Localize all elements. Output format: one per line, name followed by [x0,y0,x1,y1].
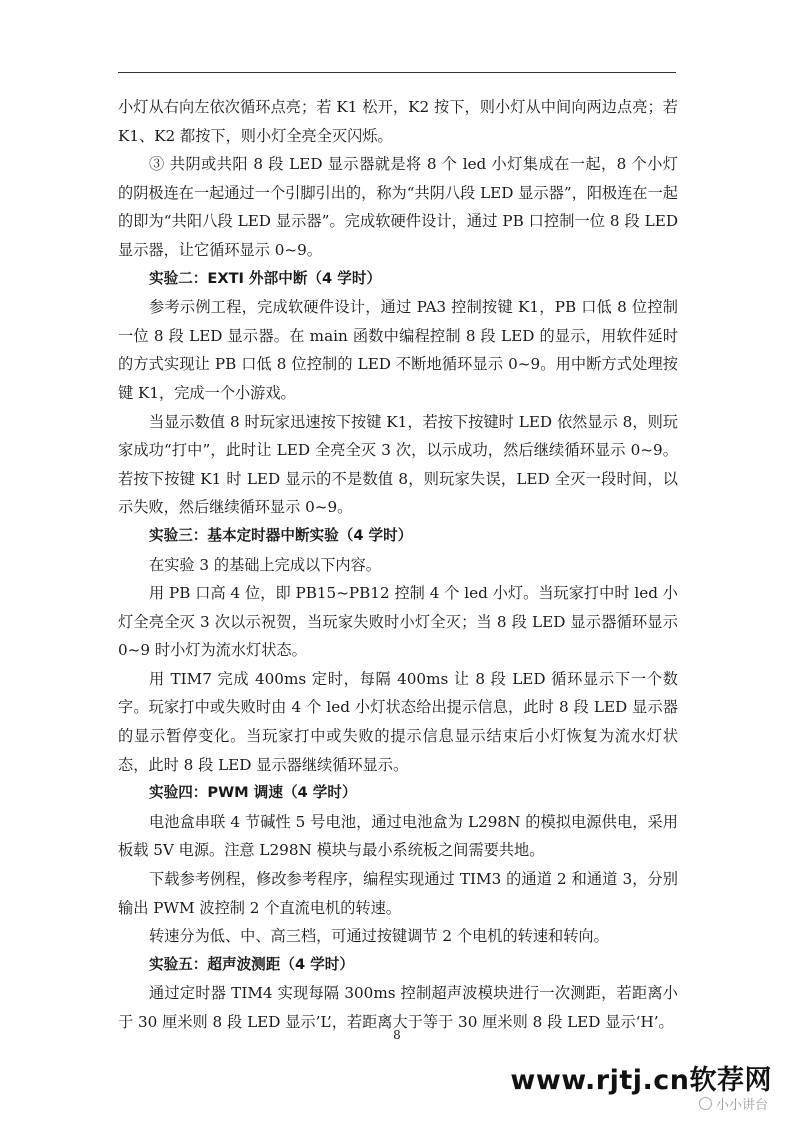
section-heading: 实验四：PWM 调速（4 学时） [149,784,357,802]
section-heading: 实验三：基本定时器中断实验（4 学时） [149,526,413,544]
paragraph: 转速分为低、中、高三档，可通过按键调节 2 个电机的转速和转向。 [149,927,609,946]
corner-watermark-text: 小小讲台 [715,1098,768,1113]
paragraph: 用 PB 口高 4 位，即 PB15~PB12 控制 4 个 led 小灯。当玩家打中时 led 小灯全亮全灭 3 次以示祝贺，当玩家失败时小灯全灭；当 8 段 LED 显示器循环显示 0~9 时小灯为流水灯状态。 [118,584,678,660]
document-body [118,93,678,1037]
paragraph: 当显示数值 8 时玩家迅速按下按键 K1，若按下按键时 LED 依然显示 8，则玩家成功“打中”，此时让 LED 全亮全灭 3 次，以示成功，然后继续循环显示 0~9。若按下按键 K1 时 LED 显示的不是数值 8，则玩家失误，LED 全灭一段时间，以示失败，然后继续循环显示 0~9。 [118,412,678,517]
corner-watermark [699,1094,768,1113]
page-number: 8 [393,1028,401,1042]
site-watermark: www.rjtj.cn软荐网 [510,1065,772,1096]
paragraph: 用 TIM7 完成 400ms 定时，每隔 400ms 让 8 段 LED 循环显示下一个数字。玩家打中或失败时由 4 个 led 小灯状态给出提示信息，此时 8 段 LED 显示器的显示暂停变化。当玩家打中或失败的提示信息显示结束后小灯恢复为流水灯状态，此时 8 段 LED 显示器继续循环显示。 [118,669,678,774]
section-heading: 实验五：超声波测距（4 学时） [149,955,354,973]
paragraph: 通过定时器 TIM4 实现每隔 300ms 控制超声波模块进行一次测距，若距离小于 30 厘米则 8 段 LED 显示’L’，若距离大于等于 30 厘米则 8 段 LED 显示‘H’。 [118,984,678,1031]
paragraph: 小灯从右向左依次循环点亮；若 K1 松开，K2 按下，则小灯从中间向两边点亮；若 K1、K2 都按下，则小灯全亮全灭闪烁。 [118,98,678,145]
paragraph: 在实验 3 的基础上完成以下内容。 [149,555,381,574]
paragraph: 电池盒串联 4 节碱性 5 号电池，通过电池盒为 L298N 的模拟电源供电，采用板载 5V 电源。注意 L298N 模块与最小系统板之间需要共地。 [118,812,678,860]
section-heading: 实验二：EXTI 外部中断（4 学时） [149,269,382,287]
paragraph: 下载参考例程，修改参考程序，编程实现通过 TIM3 的通道 2 和通道 3，分别输出 PWM 波控制 2 个直流电机的转速。 [118,870,678,917]
paragraph: 参考示例工程，完成软硬件设计，通过 PA3 控制按键 K1，PB 口低 8 位控制一位 8 段 LED 显示器。在 main 函数中编程控制 8 段 LED 的显示，用软件延时的方式实现让 PB 口低 8 位控制的 LED 不断地循环显示 0~9。用中断方式处理按键 K1，完成一个小游戏。 [118,298,678,402]
header-rule [118,72,676,73]
paragraph: ③ 共阴或共阳 8 段 LED 显示器就是将 8 个 led 小灯集成在一起，8 个小灯的阴极连在一起通过一个引脚引出的，称为“共阴八段 LED 显示器”，阳极连在一起的即为“共阳八段 LED 显示器”。完成软硬件设计，通过 PB 口控制一位 8 段 LED 显示器，让它循环显示 0~9。 [118,155,678,259]
wechat-icon [699,1097,712,1110]
